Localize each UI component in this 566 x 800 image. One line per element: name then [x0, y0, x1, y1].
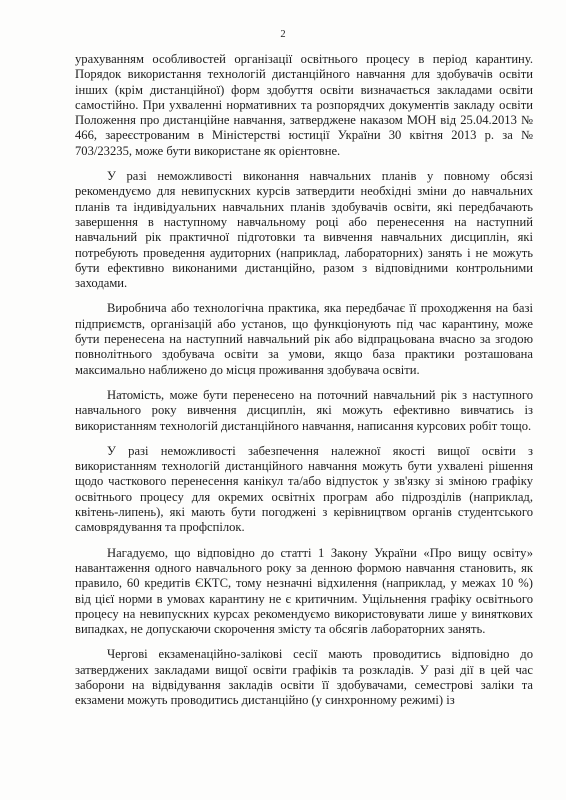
paragraph-exam-sessions: Чергові екзаменаційно-залікові сесії мають проводитись відповідно до затверджених закладами вищої освіти графіків та розкладів. У разі дії в цей час заборони на відвідування закладів освіти її здобувачами, семестрові заліки та екзамени можуть проводитись дистанційно (у синхронному режимі) із [75, 647, 533, 708]
paragraph-transfer-disciplines: Натомість, може бути перенесено на поточний навчальний рік з наступного навчального року вивчення дисциплін, які можуть ефективно вивчатись із використанням технологій дистанційного навчання, написання курсових робіт тощо. [75, 387, 533, 433]
paragraph-practical-training: Виробнича або технологічна практика, яка передбачає її проходження на базі підприємств, організацій або установ, що функціонують під час карантину, може бути перенесена на наступний навчальний рік або відпрацьована вчасно за згодою повнолітнього здобувача освіти за умови, якщо база практики розташована максимально наближено до місця проживання здобувача освіти. [75, 301, 533, 377]
page-number: 2 [280, 29, 286, 40]
document-body [75, 52, 533, 719]
paragraph-vacation-transfer: У разі неможливості забезпечення належної якості вищої освіти з використанням технологій дистанційного навчання можуть бути ухвалені рішення щодо часткового перенесення канікул та/або відпусток у зв'язку зі зміною графіку освітнього процесу для окремих освітніх програм або підрозділів (наприклад, квітень-липень), які мають бути погоджені з керівництвом органів студентського самоврядування та профспілок. [75, 443, 533, 535]
paragraph-curriculum-changes: У разі неможливості виконання навчальних планів у повному обсязі рекомендуємо для невипускних курсів затвердити необхідні зміни до навчальних планів та індивідуальних навчальних планів здобувачів освіти, які передбачають завершення в наступному навчальному році або перенесення на наступний навчальний рік практичної підготовки та вивчення навчальних дисциплін, які потребують проведення аудиторних (наприклад, лабораторних) занять і не можуть бути ефективно виконаними дистанційно, разом з відповідними контрольними заходами. [75, 169, 533, 291]
paragraph-continuation: урахуванням особливостей організації освітнього процесу в період карантину. Порядок використання технологій дистанційного навчання для здобувачів освіти інших (крім дистанційної) форм здобуття освіти визначається закладами освіти самостійно. При ухваленні нормативних та розпорядчих документів закладу освіти Положення про дистанційне навчання, затверджене наказом МОН від 25.04.2013 № 466, зареєстрованим в Міністерстві юстиції України 30 квітня 2013 р. за № 703/23235, може бути використане як орієнтовне. [75, 52, 533, 158]
paragraph-higher-education-law: Нагадуємо, що відповідно до статті 1 Закону України «Про вищу освіту» навантаження одного навчального року за денною формою навчання становить, як правило, 60 кредитів ЄКТС, тому незначні відхилення (наприклад, у межах 10 %) від цієї норми в умовах карантину не є критичним. Ущільнення графіку освітнього процесу на невипускних курсах рекомендуємо використовувати лише у виняткових випадках, не допускаючи скорочення змісту та обсягів лабораторних занять. [75, 545, 533, 637]
